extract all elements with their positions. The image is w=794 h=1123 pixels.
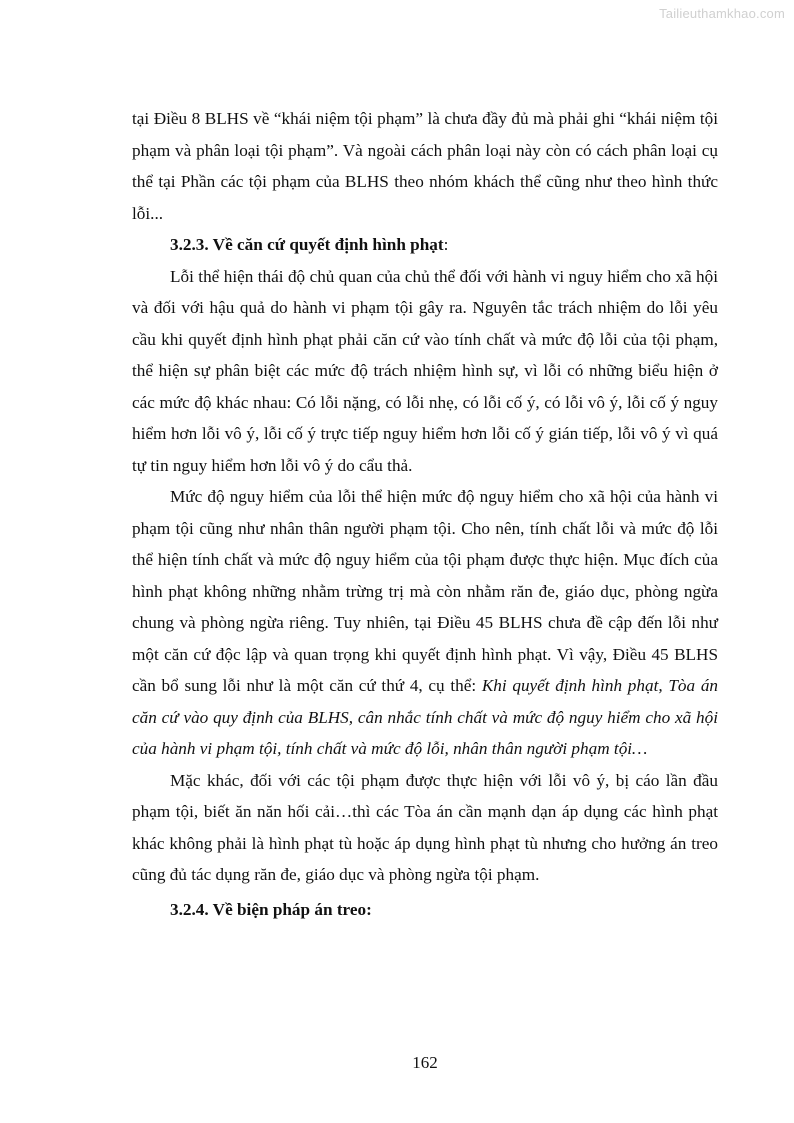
proposed-provision-italic: Khi quyết định hình phạt, Tòa án căn cứ vào quy định của BLHS, cân nhắc tính chất và mức độ nguy hiểm cho xã hội của hành vi phạm tội, tính chất và mức độ lỗi, nhân thân người phạm tội… — [132, 676, 719, 758]
paragraph-mac-khac: Mặc khác, đối với các tội phạm được thực hiện với lỗi vô ý, bị cáo lần đầu phạm tội, biết ăn năn hối cải…thì các Tòa án cần mạnh dạn áp dụng các hình phạt khác không phải là hình phạt tù hoặc áp dụng hình phạt tù nhưng cho hưởng án treo cũng đủ tác dụng răn đe, giáo dục và phòng ngừa tội phạm. — [132, 770, 718, 884]
heading-colon: : — [443, 235, 449, 254]
paragraph-muc-do-text: Mức độ nguy hiểm của lỗi thể hiện mức độ nguy hiểm cho xã hội của hành vi phạm tội cũng như nhân thân người phạm tội. Cho nên, tính chất lỗi và mức độ lỗi thể hiện tính chất và mức độ nguy hiểm của tội phạm được thực hiện. Mục đích của hình phạt không những nhằm trừng trị mà còn nhằm răn đe, giáo dục, phòng ngừa chung và phòng ngừa riêng. Tuy nhiên, tại Điều 45 BLHS chưa đề cập đến lỗi như một căn cứ độc lập và quan trọng khi quyết định hình phạt. Vì vậy, Điều 45 BLHS cần bổ sung lỗi như là một căn cứ thứ 4, cụ thể: — [132, 487, 718, 695]
watermark: Tailieuthamkhao.com — [659, 6, 785, 21]
paragraph-continuation: tại Điều 8 BLHS về “khái niệm tội phạm” là chưa đầy đủ mà phải ghi “khái niệm tội phạm và phân loại tội phạm”. Và ngoài cách phân loại này còn có cách phân loại cụ thể tại Phần các tội phạm của BLHS theo nhóm khách thể cũng như theo hình thức lỗi... — [132, 109, 718, 223]
page-body — [132, 103, 718, 925]
section-heading-3-2-3 — [132, 229, 718, 261]
paragraph-muc-do — [132, 481, 718, 765]
heading-text: 3.2.3. Về căn cứ quyết định hình phạt — [170, 235, 444, 254]
page-number: 162 — [412, 1053, 438, 1072]
paragraph-loi: Lỗi thể hiện thái độ chủ quan của chủ thể đối với hành vi nguy hiểm cho xã hội và đối với hậu quả do hành vi phạm tội gây ra. Nguyên tắc trách nhiệm do lỗi yêu cầu khi quyết định hình phạt phải căn cứ vào tính chất và mức độ lỗi của tội phạm, thể hiện sự phân biệt các mức độ trách nhiệm hình sự, vì lỗi có những biểu hiện ở các mức độ khác nhau: Có lỗi nặng, có lỗi nhẹ, có lỗi cố ý, có lỗi vô ý, lỗi cố ý nguy hiểm hơn lỗi vô ý, lỗi cố ý trực tiếp nguy hiểm hơn lỗi cố ý gián tiếp, lỗi vô ý vì quá tự tin nguy hiểm hơn lỗi vô ý do cẩu thả. — [132, 266, 718, 475]
section-heading-3-2-4: 3.2.4. Về biện pháp án treo: — [170, 899, 372, 919]
